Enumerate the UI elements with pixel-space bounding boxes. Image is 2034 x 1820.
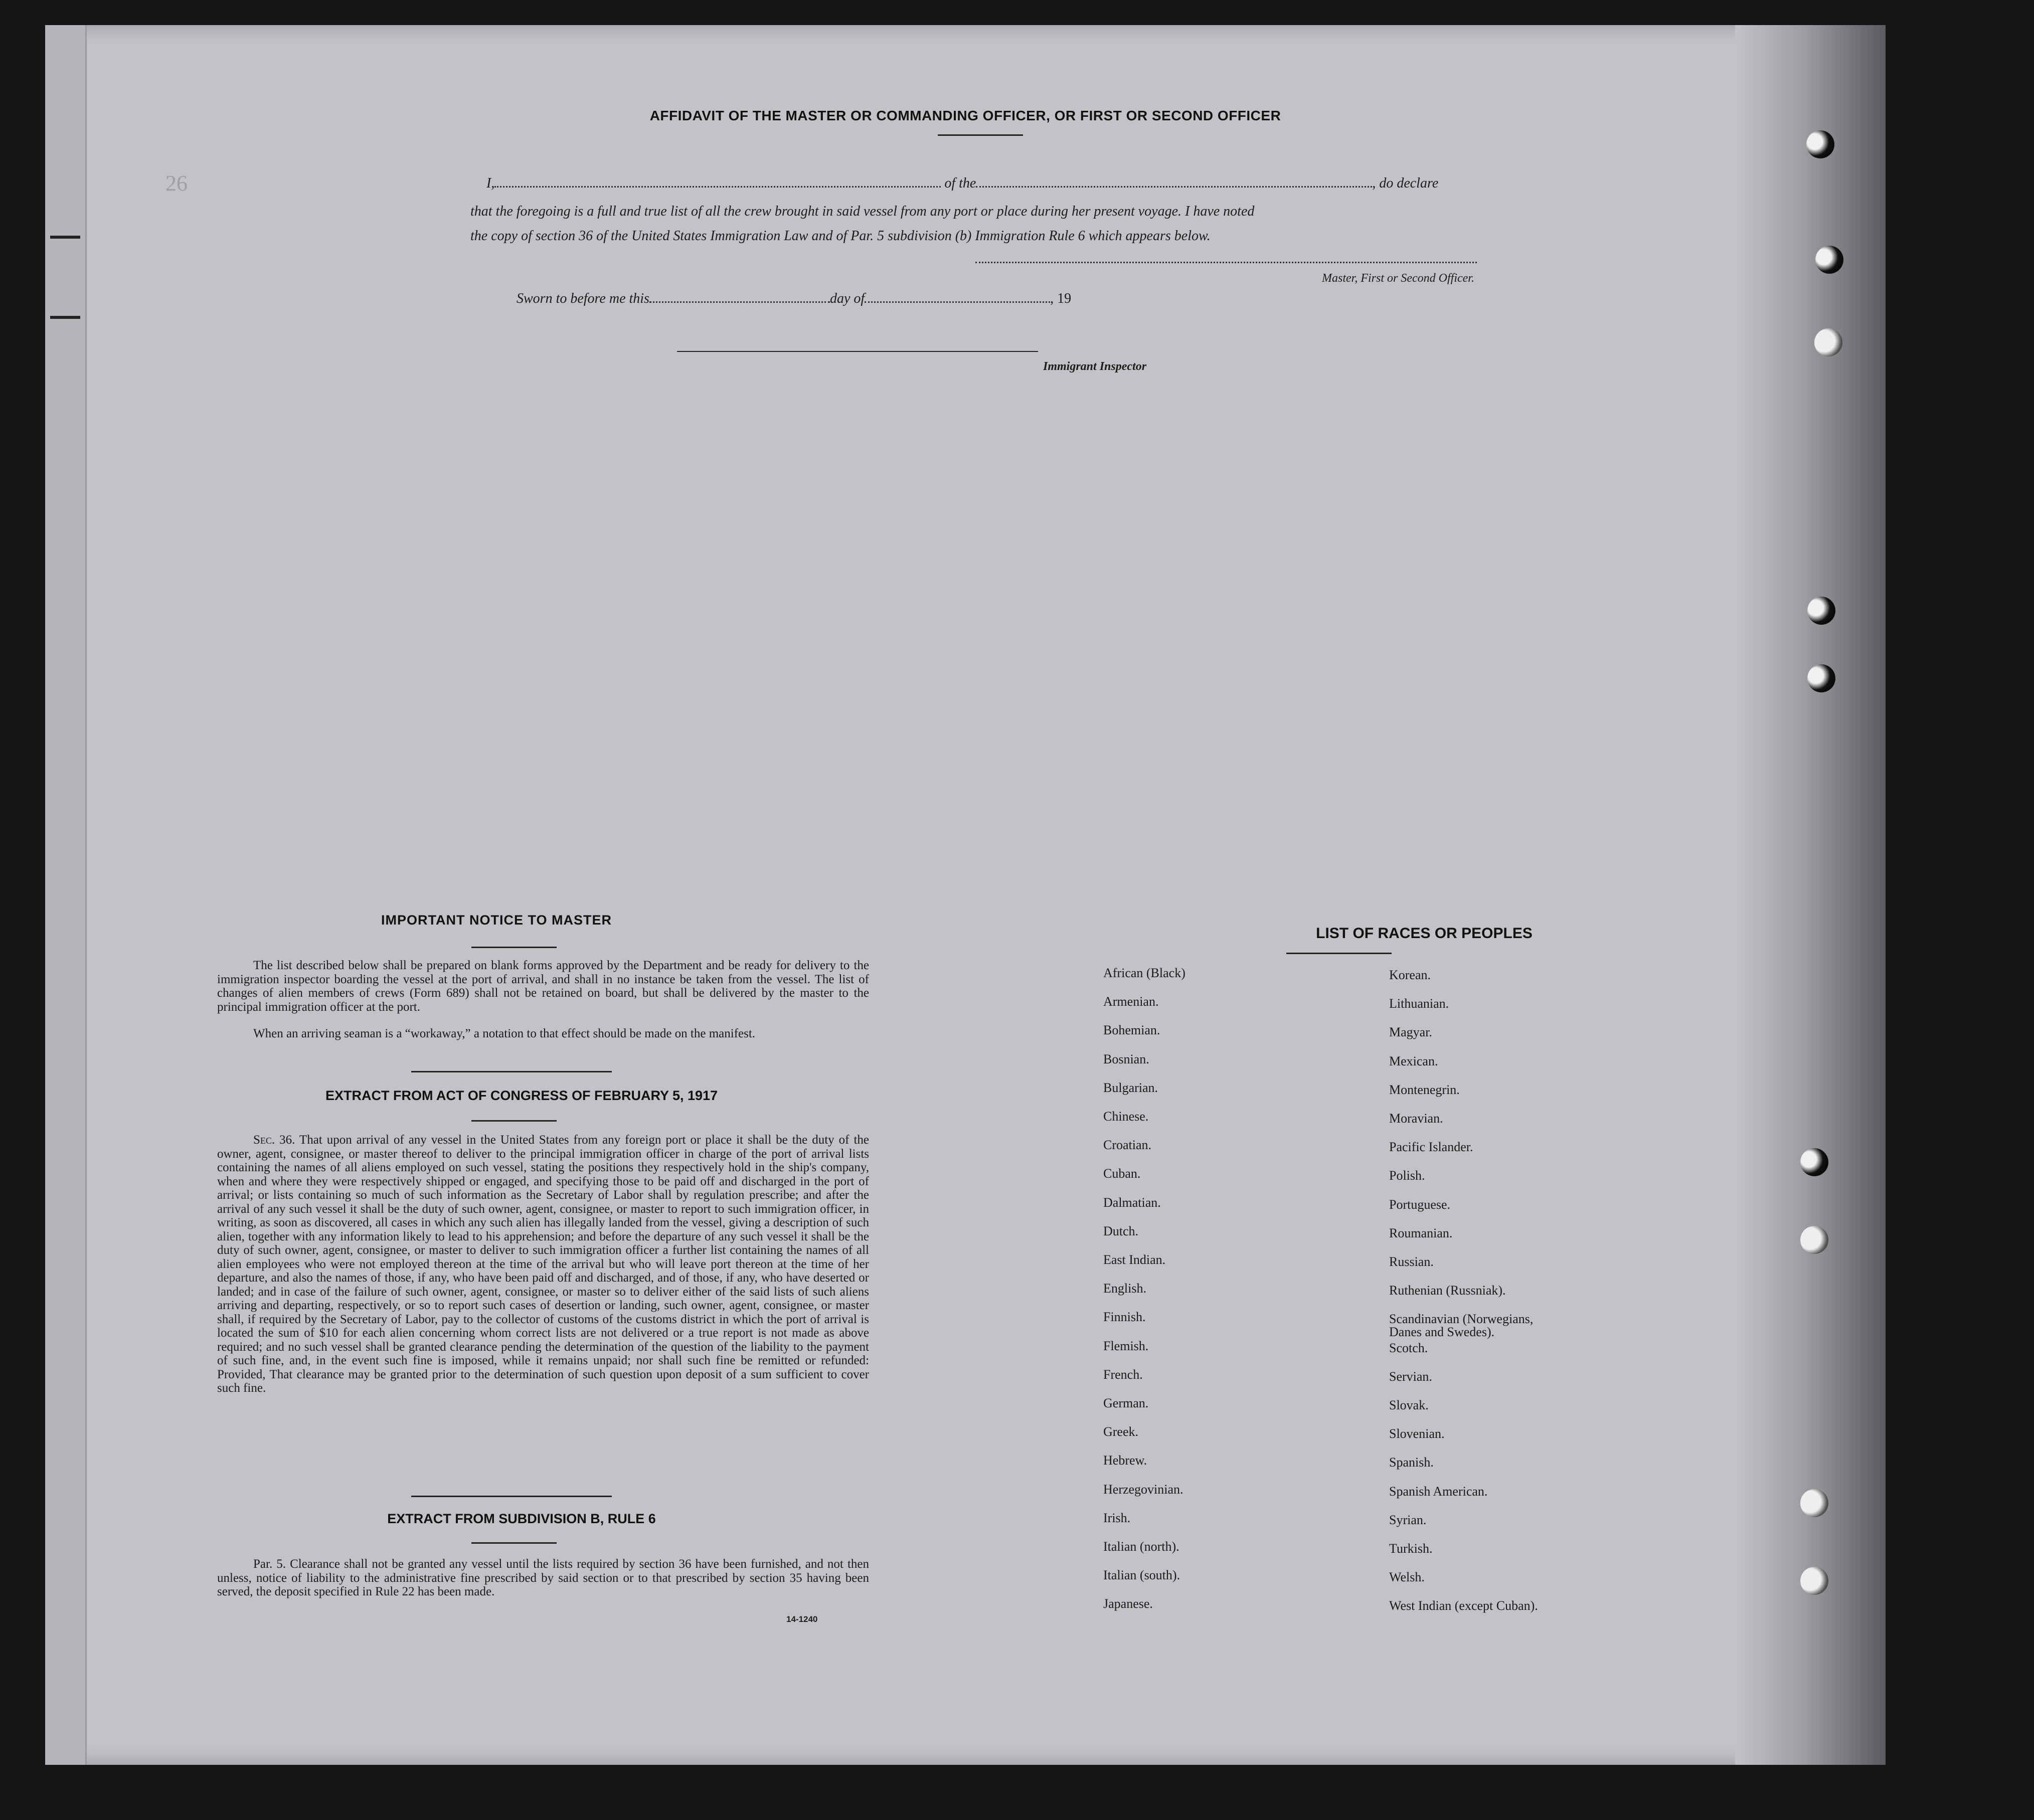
race-item: Scotch. — [1389, 1340, 1428, 1355]
race-item: Scandinavian (Norwegians, Danes and Swedes). — [1389, 1312, 1534, 1340]
race-item: Polish. — [1389, 1168, 1425, 1183]
races-left-column — [1103, 967, 1379, 1669]
rule-extract-title: EXTRACT FROM SUBDIVISION B, RULE 6 — [387, 1511, 656, 1526]
race-item: Dalmatian. — [1103, 1195, 1161, 1210]
sworn-label: Sworn to before me this — [517, 291, 649, 306]
race-item: Pacific Islander. — [1389, 1140, 1473, 1155]
race-item: African (Black) — [1103, 966, 1185, 980]
race-item: Syrian. — [1389, 1512, 1427, 1527]
scanned-form-page — [45, 25, 1886, 1765]
inspector-signature-line — [677, 351, 1038, 352]
affidavit-line2: that the foregoing is a full and true list of all the crew brought in said vessel from any port or place during her present voyage. I have noted — [470, 204, 1255, 219]
races-title: LIST OF RACES OR PEOPLES — [1316, 925, 1533, 942]
sworn-line — [517, 291, 1071, 307]
signature-label: Master, First or Second Officer. — [1322, 272, 1474, 285]
race-item: Russian. — [1389, 1254, 1434, 1269]
race-item: Montenegrin. — [1389, 1082, 1460, 1097]
year-label: , 19 — [1050, 291, 1072, 306]
edge-mark — [50, 316, 80, 319]
day-of-label: day of — [829, 291, 865, 306]
race-item: Croatian. — [1103, 1138, 1152, 1153]
month-blank — [865, 301, 1050, 303]
of-the-label: of the — [944, 175, 976, 191]
divider — [1286, 953, 1392, 954]
affidavit-title: AFFIDAVIT OF THE MASTER OR COMMANDING OFFICER, OR FIRST OR SECOND OFFICER — [649, 108, 1281, 123]
race-item: Ruthenian (Russniak). — [1389, 1283, 1506, 1298]
sworn-date-blank — [649, 301, 830, 303]
race-item: Korean. — [1389, 968, 1431, 982]
race-item: Bohemian. — [1103, 1023, 1160, 1038]
divider — [938, 134, 1023, 136]
race-item: Flemish. — [1103, 1338, 1149, 1353]
notice-title: IMPORTANT NOTICE TO MASTER — [381, 913, 612, 928]
race-item: Slovenian. — [1389, 1426, 1445, 1441]
section-label: Sec. 36. — [253, 1133, 295, 1147]
race-item: Moravian. — [1389, 1111, 1443, 1126]
affidavit-line1 — [486, 175, 1514, 192]
race-item: Hebrew. — [1103, 1453, 1147, 1468]
race-item: Finnish. — [1103, 1310, 1146, 1325]
name-blank — [494, 186, 941, 188]
notice-paragraph-2: When an arriving seaman is a “workaway,” a notation to that effect should be made on the manifest. — [253, 1027, 756, 1040]
do-declare-label: , do declare — [1372, 175, 1439, 191]
race-item: Slovak. — [1389, 1398, 1429, 1412]
race-item: Mexican. — [1389, 1053, 1438, 1068]
affidavit-line3: the copy of section 36 of the United States Immigration Law and of Par. 5 subdivision (b) Immigration Rule 6 which appears below. — [470, 228, 1211, 244]
vessel-blank — [976, 186, 1372, 188]
punch-hole — [1807, 597, 1835, 625]
race-item: Servian. — [1389, 1369, 1432, 1384]
race-item: Japanese. — [1103, 1596, 1153, 1611]
margin-mark: 26 — [165, 171, 188, 196]
race-item: Spanish. — [1389, 1455, 1434, 1470]
race-item: Herzegovinian. — [1103, 1482, 1183, 1497]
left-binding-edge — [45, 25, 87, 1765]
race-item: Lithuanian. — [1389, 996, 1449, 1011]
punch-hole — [1807, 664, 1835, 692]
race-item: Welsh. — [1389, 1570, 1425, 1585]
race-item: English. — [1103, 1281, 1146, 1296]
race-item: Turkish. — [1389, 1541, 1433, 1556]
race-item: Armenian. — [1103, 994, 1159, 1009]
punch-hole — [1800, 1489, 1828, 1517]
edge-mark — [50, 236, 80, 239]
race-item: Chinese. — [1103, 1109, 1149, 1124]
punch-hole — [1800, 1226, 1828, 1254]
inspector-label: Immigrant Inspector — [1043, 360, 1147, 373]
punch-hole — [1800, 1567, 1828, 1595]
divider — [471, 1120, 557, 1122]
race-item: West Indian (except Cuban). — [1389, 1598, 1538, 1613]
race-item: French. — [1103, 1367, 1143, 1382]
divider — [411, 1496, 612, 1497]
form-number: 14-1240 — [786, 1614, 818, 1624]
race-item: East Indian. — [1103, 1252, 1166, 1267]
divider — [411, 1071, 612, 1072]
divider — [471, 947, 557, 948]
punch-hole — [1806, 130, 1834, 158]
punch-hole — [1814, 328, 1842, 356]
rule-6-text: Par. 5. Clearance shall not be granted any vessel until the lists required by section 36 have been furnished, and not then unless, notice of liability to the administrative fine prescribed by said section or to that prescribed by section 35 having been served, the deposit specified in Rule 22 has been made. — [217, 1557, 869, 1598]
race-item: Greek. — [1103, 1424, 1139, 1439]
race-item: German. — [1103, 1396, 1149, 1410]
signature-blank — [975, 262, 1477, 263]
section-36-body: That upon arrival of any vessel in the United States from any foreign port or place it shall be the duty of the owner, agent, consignee, or master thereof to deliver to the principal immigration officer in charge of the port of arrival lists containing the names of all aliens employed on such vessel, stating the positions they respectively hold in the ship's company, when and where they were respectively shipped or engaged, and specifying those to be paid off and discharged in the port of arrival; or lists containing so much of such information as the Secretary of Labor shall by regulation prescribe; and after the arrival of any such vessel it shall be the duty of such owner, agent, consignee, or master to report to such immigration officer, in writing, as soon as discovered, all cases in which any such alien has illegally landed from the vessel, giving a description of such alien, together with any information likely to lead to his apprehension; and before the departure of any such vessel it shall be the duty of such owner, agent, consignee, or master to deliver to such immigration officer a further list containing the names of all alien employees who were not employed thereon at the time of the arrival but who will leave port thereon at the time of her departure, and also the names of those, if any, who have been paid off and discharged, and of those, if any, who have deserted or landed; and in case of the failure of such owner, agent, consignee, or master so to deliver either of the said lists of such aliens arriving and departing, respectively, or so to report such cases of desertion or landing, such owner, agent, consignee, or master shall, if required by the Secretary of Labor, pay to the collector of customs of the customs district in which the port of arrival is located the sum of $10 for each alien concerning whom correct lists are not delivered or a true report is not made as above required; and no such vessel shall be granted clearance pending the determination of the question of the liability to the payment of such fine, and, in the event such fine is imposed, while it remains unpaid; nor shall such fine be remitted or refunded: Provided, That clearance may be granted prior to the determination of such question upon deposit of a sum sufficient to cover such fine. — [217, 1133, 869, 1395]
race-item: Bosnian. — [1103, 1051, 1149, 1066]
notice-paragraph-1: The list described below shall be prepared on blank forms approved by the Department and be ready for delivery to the immigration inspector boarding the vessel at the port of arrival, and shall in no instance be taken from the vessel. The list of changes of alien members of crews (Form 689) shall not be retained on board, but shall be delivered by the master to the principal immigration officer at the port. — [217, 959, 869, 1014]
race-item: Spanish American. — [1389, 1484, 1488, 1499]
race-item: Irish. — [1103, 1510, 1131, 1525]
races-right-column — [1389, 969, 1750, 1671]
divider — [471, 1542, 557, 1544]
race-item: Magyar. — [1389, 1025, 1432, 1040]
punch-hole — [1800, 1148, 1828, 1176]
i-label: I, — [486, 175, 495, 191]
race-item: Cuban. — [1103, 1166, 1141, 1181]
section-36-text — [217, 1133, 869, 1395]
race-item: Italian (north). — [1103, 1539, 1179, 1554]
race-item: Bulgarian. — [1103, 1080, 1158, 1095]
race-item: Roumanian. — [1389, 1225, 1453, 1240]
punch-hole — [1815, 246, 1843, 274]
race-item: Italian (south). — [1103, 1568, 1180, 1583]
race-item: Dutch. — [1103, 1223, 1139, 1238]
act-extract-title: EXTRACT FROM ACT OF CONGRESS OF FEBRUARY 5, 1917 — [325, 1088, 718, 1103]
race-item: Portuguese. — [1389, 1197, 1451, 1212]
